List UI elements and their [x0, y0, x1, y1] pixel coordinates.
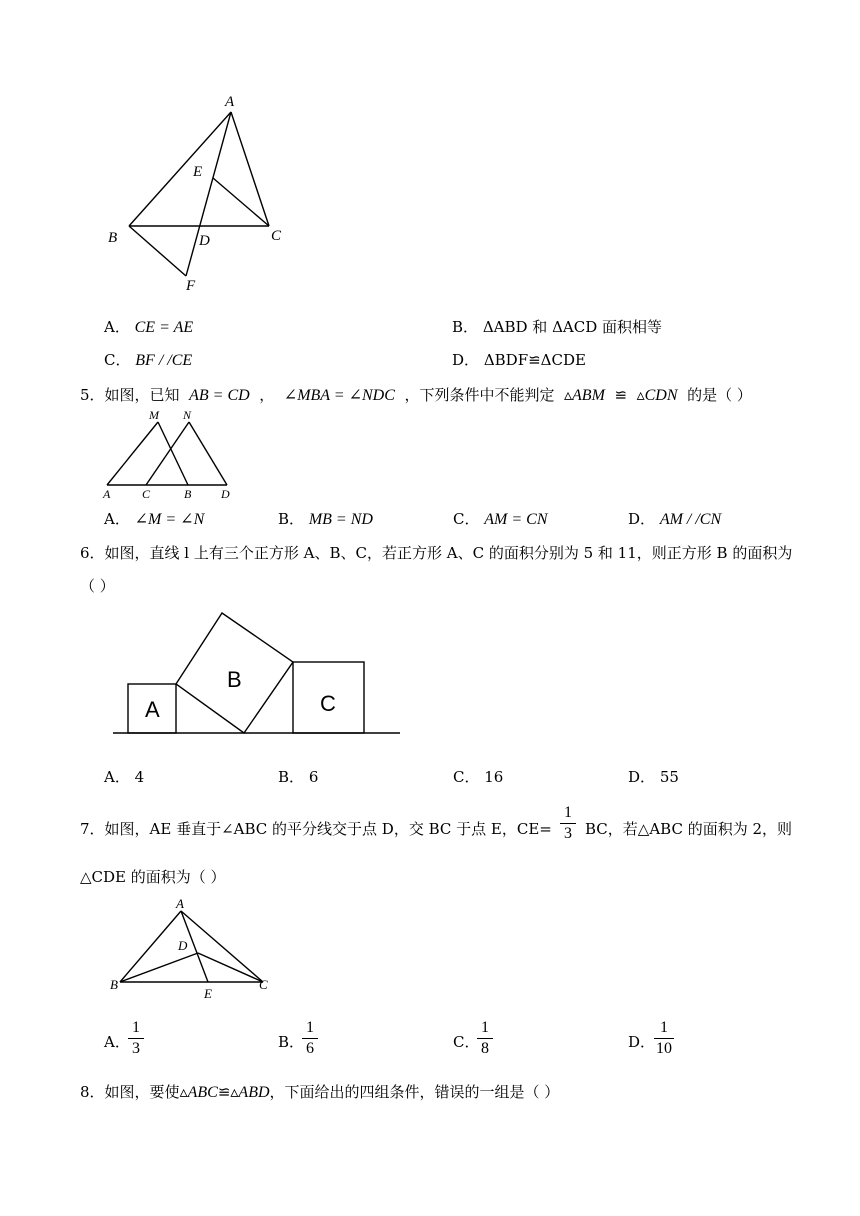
- fraction-bar: [128, 1038, 144, 1039]
- fraction-numerator: 1: [481, 1019, 489, 1036]
- question-number: 5．: [80, 386, 105, 404]
- q7-label-d: D: [178, 938, 188, 953]
- q8-prefix: 如图，要使: [104, 1083, 180, 1101]
- option-letter: D．: [628, 510, 656, 528]
- q5-label-d: D: [221, 487, 230, 501]
- option-letter: B．: [278, 510, 305, 528]
- fraction-numerator: 1: [132, 1019, 140, 1036]
- q6-label-c: C: [320, 691, 336, 716]
- q8-stem: [80, 1081, 559, 1102]
- option-letter: C．: [453, 510, 480, 528]
- q5-option-a: [104, 508, 204, 529]
- q5-prefix: 如图，已知: [104, 386, 180, 404]
- q4-option-d: [452, 349, 586, 370]
- fraction-numerator: 1: [306, 1019, 314, 1036]
- q7-stem-fraction: [560, 804, 576, 843]
- q5-figure: [100, 406, 250, 501]
- q5-suffix: 的是（ ）: [687, 386, 752, 404]
- option-letter: A．: [104, 768, 130, 786]
- q8-tri2: ▵ABD: [230, 1084, 270, 1101]
- q5-option-d: [628, 508, 721, 529]
- q8-suffix: ，下面给出的四组条件，错误的一组是（ ）: [269, 1083, 560, 1101]
- q8-tri1: ▵ABC: [179, 1084, 218, 1101]
- q4-label-f: F: [186, 278, 196, 294]
- q5-tri2: ▵CDN: [636, 387, 678, 404]
- q5-sep: ，: [259, 386, 275, 404]
- q5-option-c: [453, 508, 548, 529]
- q5-mid: ，下列条件中不能判定: [404, 386, 555, 404]
- fraction-bar: [302, 1038, 318, 1039]
- q4-label-c: C: [271, 228, 282, 244]
- q7-label-e: E: [204, 986, 212, 1001]
- option-text: BF / /CE: [135, 352, 193, 369]
- q6-stem-line2: （ ）: [80, 577, 115, 595]
- option-letter: D．: [452, 351, 480, 369]
- q5-label-n: N: [183, 408, 192, 422]
- q6-label-a: A: [145, 697, 160, 722]
- q6-stem-line1: 6．如图，直线 l 上有三个正方形 A、B、C，若正方形 A、C 的面积分别为 5 和 11，则正方形 B 的面积为: [80, 544, 793, 562]
- fraction-numerator: 1: [564, 804, 572, 821]
- option-text: 6: [308, 768, 319, 786]
- q6-option-b: [278, 766, 318, 787]
- q4-label-d: D: [199, 233, 210, 249]
- q6-option-a: [104, 766, 144, 787]
- q7-stem-line2: △CDE 的面积为（ ）: [80, 868, 226, 886]
- q7-stem-pre: 7．如图，AE 垂直于∠ABC 的平分线交于点 D，交 BC 于点 E，CE=: [80, 820, 552, 838]
- fraction-denominator: 10: [656, 1040, 672, 1057]
- option-letter: A．: [104, 318, 130, 336]
- option-text: 16: [484, 768, 504, 786]
- fraction-numerator: 1: [660, 1019, 668, 1036]
- q7-option-a-letter: A．: [104, 1033, 130, 1051]
- option-text: CE = AE: [134, 319, 194, 336]
- option-text: ∠M = ∠N: [134, 511, 205, 528]
- q8-cong: ≌: [217, 1083, 231, 1101]
- q4-label-b: B: [108, 230, 118, 246]
- q5-cond1: AB = CD: [189, 387, 250, 404]
- q4-label-a: A: [225, 94, 235, 110]
- q7-label-c: C: [259, 977, 268, 992]
- q4-option-b: [452, 316, 662, 337]
- q4-option-a: [104, 316, 193, 337]
- option-text: ΔBDF≌ΔCDE: [483, 351, 586, 369]
- fraction-denominator: 3: [132, 1040, 140, 1057]
- q6-option-c: [453, 766, 503, 787]
- fraction-denominator: 6: [306, 1040, 314, 1057]
- q5-label-c: C: [142, 487, 151, 501]
- q6-figure: [110, 605, 405, 740]
- q5-stem: [80, 384, 752, 405]
- option-text: ΔABD 和 ΔACD 面积相等: [482, 318, 663, 336]
- q5-cond2: ∠MBA = ∠NDC: [283, 387, 395, 404]
- q5-label-b: B: [184, 487, 192, 501]
- q7-option-a-fraction: [128, 1019, 144, 1058]
- option-letter: B．: [452, 318, 479, 336]
- q5-label-a: A: [103, 487, 111, 501]
- q7-option-b-letter: B．: [278, 1033, 305, 1051]
- q7-option-c-fraction: [477, 1019, 493, 1058]
- q5-option-b: [278, 508, 373, 529]
- fraction-denominator: 8: [481, 1040, 489, 1057]
- q5-label-m: M: [149, 408, 159, 422]
- q7-option-b-fraction: [302, 1019, 318, 1058]
- q7-stem-post: BC，若△ABC 的面积为 2，则: [585, 820, 793, 838]
- fraction-bar: [654, 1038, 674, 1039]
- option-text: 4: [134, 768, 145, 786]
- q7-option-c-letter: C．: [453, 1033, 480, 1051]
- fraction-denominator: 3: [564, 825, 572, 842]
- q7-label-b: B: [110, 977, 118, 992]
- option-text: AM / /CN: [659, 511, 722, 528]
- option-letter: D．: [628, 768, 656, 786]
- option-text: MB = ND: [308, 511, 373, 528]
- option-letter: C．: [453, 768, 480, 786]
- question-number: 8．: [80, 1083, 105, 1101]
- fraction-bar: [560, 823, 576, 824]
- q7-option-d-fraction: [654, 1019, 674, 1058]
- q5-cong: ≌: [614, 386, 628, 404]
- option-letter: A．: [104, 510, 130, 528]
- q6-option-d: [628, 766, 679, 787]
- q4-figure: [100, 90, 310, 295]
- q7-option-d-letter: D．: [628, 1033, 656, 1051]
- option-text: AM = CN: [484, 511, 548, 528]
- q6-label-b: B: [227, 667, 242, 692]
- q4-label-e: E: [193, 164, 203, 180]
- option-letter: C．: [104, 351, 131, 369]
- q4-option-c: [104, 349, 192, 370]
- q5-tri1: ▵ABM: [564, 387, 605, 404]
- fraction-bar: [477, 1038, 493, 1039]
- q7-figure: [105, 895, 275, 1005]
- option-letter: B．: [278, 768, 305, 786]
- q7-label-a: A: [176, 896, 184, 911]
- option-text: 55: [659, 768, 679, 786]
